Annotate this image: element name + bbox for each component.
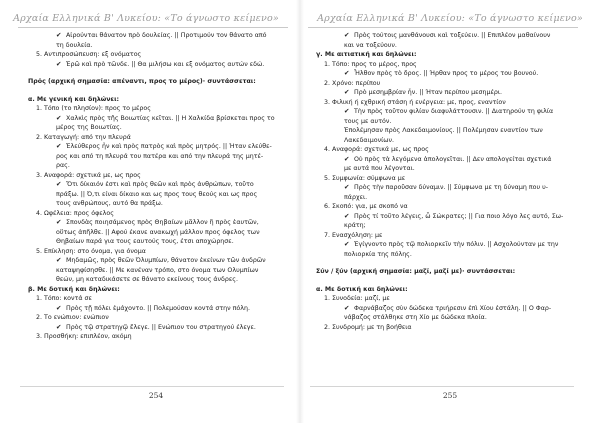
line-text: τη δουλεία.	[56, 41, 93, 49]
header-rule	[308, 27, 578, 28]
line-text: 6. Σκοπό: για, με σκοπό να	[324, 203, 408, 210]
line-text: νάβαζος στάλθηκε στη Χίο με δώδεκα πλοία.	[344, 314, 487, 321]
line-text: γ. Με αιτιατική και δηλώνει:	[316, 51, 417, 58]
text-line	[316, 107, 586, 117]
spacer	[316, 259, 586, 267]
text-line	[28, 171, 286, 181]
text-line	[316, 174, 586, 184]
line-text: 2. Χρόνο: περίπου	[324, 79, 381, 87]
text-line	[316, 304, 586, 314]
checkmark-icon: ✔	[344, 107, 350, 115]
line-text: οὕτως ἀπῆλθε. || Αφού έκανε ανακωχή μάλλον προς όφελος των	[56, 228, 260, 236]
line-text: Χαλκὶς πρὸς τῆς Βοιωτίας κεῖται. || Η Χαλκίδα βρίσκεται προς το	[66, 114, 275, 122]
checkmark-icon: ✔	[56, 180, 62, 188]
text-line	[28, 60, 286, 70]
line-text: τους ανθρώπους, αυτό θα πράξω.	[56, 200, 163, 207]
text-line	[316, 31, 586, 41]
line-text: Πρός (αρχική σημασία: απέναντι, προς το μέρος)· συντάσσεται:	[28, 78, 256, 85]
checkmark-icon: ✔	[344, 31, 350, 39]
checkmark-icon: ✔	[56, 142, 62, 150]
section-heading	[28, 95, 286, 105]
line-text: 7. Ενασχόληση: με	[324, 231, 383, 239]
line-text: β. Με δοτική και δηλώνει:	[28, 285, 120, 293]
line-text: Ἦλθον πρὸς τὸ ὄρος. || Ήρθαν προς το μέρος του βουνού.	[354, 70, 539, 77]
line-text: 4. Αναφορά: σχετικά με, ως προς	[324, 146, 429, 153]
text-line	[316, 69, 586, 79]
text-line	[316, 183, 586, 193]
checkmark-icon: ✔	[56, 303, 62, 312]
line-text: ρος και από τη πλευρά του πατέρα και από την πλευρά της μητέ-	[56, 152, 264, 160]
line-text: α. Με γενική και δηλώνει:	[28, 95, 120, 103]
text-line	[28, 237, 286, 247]
text-line	[28, 199, 286, 209]
text-line	[28, 123, 286, 133]
text-line	[28, 41, 286, 51]
text-line	[28, 31, 286, 41]
line-text: 1. Συνοδεία: μαζί, με	[324, 295, 390, 302]
checkmark-icon: ✔	[344, 88, 350, 96]
right-page-body	[316, 31, 586, 332]
line-text: τους με αυτόν.	[344, 117, 392, 125]
line-text: πάρχει.	[344, 193, 368, 201]
text-line	[28, 114, 286, 124]
line-text: 2. Καταγωγή: από την πλευρά	[36, 133, 131, 141]
line-text: θεών, μη καταδικάσετε σε θάνατο εκείνους τους άνδρες.	[56, 276, 238, 283]
text-line	[316, 117, 586, 127]
line-text: Σπονδὰς ποιησάμενος πρὸς Θηβαίων μᾶλλον ἢ πρὸς ἑαυτῶν,	[66, 219, 259, 226]
checkmark-icon: ✔	[56, 256, 62, 264]
text-line	[316, 60, 586, 70]
text-line	[28, 180, 286, 190]
text-line	[28, 266, 286, 276]
line-text: Πρὸς τῷ στρατηγῷ ἔλεγε. || Ενώπιον του στρατηγού έλεγε.	[66, 323, 256, 331]
section-heading	[316, 285, 586, 295]
text-line	[316, 202, 586, 212]
line-text: 1. Τόπο (το πλησίον): προς το μέρος	[36, 105, 151, 112]
line-text: μέρος της Βοιωτίας.	[56, 124, 122, 131]
text-line	[28, 332, 286, 342]
checkmark-icon: ✔	[56, 322, 62, 331]
book-gutter	[296, 0, 304, 423]
text-line	[28, 133, 286, 143]
text-line	[316, 221, 586, 231]
line-text: Οὐ πρὸς τὰ λεγόμενα ἀπολογεῖται. || Δεν απολογείται σχετικά	[354, 155, 552, 163]
text-line	[316, 126, 586, 136]
text-line	[316, 193, 586, 203]
line-text: καταψηφίσησθε. || Με κανέναν τρόπο, στο όνομα των Ολυμπίων	[56, 266, 259, 274]
line-text: Φαρνάβαζος σὺν δώδεκα τριήρεσιν ἐπὶ Χίου ἐστάλη. || Ο Φαρ-	[354, 304, 552, 312]
text-line	[316, 88, 586, 98]
line-text: 5. Επίκληση: στο όνομα, για όνομα	[36, 247, 146, 255]
line-text: 4. Ωφέλεια: προς όφελος	[36, 209, 114, 217]
checkmark-icon: ✔	[344, 303, 350, 312]
line-text: Λακεδαιμονίων.	[344, 136, 395, 144]
text-line	[28, 142, 286, 152]
text-line	[28, 152, 286, 162]
text-line	[28, 209, 286, 219]
checkmark-icon: ✔	[344, 183, 350, 191]
page-number: 254	[148, 391, 164, 400]
text-line	[28, 275, 286, 285]
text-line	[316, 145, 586, 155]
line-text: Ἐγίγνοντο πρὸς τῷ πολιορκεῖν τὴν πόλιν. || Ασχολούνταν με την	[354, 241, 559, 248]
text-line	[316, 294, 586, 304]
line-text: Ἐρῶ καὶ πρὸ τῶνδε. || Θα μιλήσω και εξ ονόματος αυτών εδώ.	[66, 60, 265, 68]
line-text: ρας.	[56, 162, 70, 169]
right-page	[304, 0, 596, 423]
line-text: Ἐπολέμησαν πρὸς Λακεδαιμονίους. || Πολέμησαν εναντίον των	[344, 127, 543, 134]
line-text: με αυτά που λέγονται.	[344, 165, 415, 172]
text-line	[316, 212, 586, 222]
line-text: 1. Τόπο: προς το μέρος, προς	[324, 60, 417, 68]
line-text: Πρὸ μεσημβρίαν ἦν. || Ήταν περίπου μεσημέρι.	[354, 89, 503, 96]
line-text: και να τοξεύουν.	[344, 41, 397, 49]
text-line	[316, 323, 586, 333]
text-line	[316, 164, 586, 174]
line-text: Πρὸς τί τοῦτο λέγεις, ὦ Σώκρατες; || Για ποιο λόγο λες αυτό, Σω-	[354, 212, 564, 220]
checkmark-icon: ✔	[56, 31, 62, 39]
line-text: Ἐλεύθερος ἦν καὶ πρὸς πατρὸς καὶ πρὸς μητρός. || Ήταν ελεύθε-	[66, 143, 272, 150]
line-text: Πρὸς τούτοις μανθάνουσι καὶ τοξεύειν. || Επιπλέον μαθαίνουν	[354, 32, 551, 39]
page-number: 255	[442, 391, 458, 400]
line-text: 3. Φιλική ή εχθρική στάση ή ενέργεια: με, προς, εναντίον	[324, 98, 506, 106]
line-text: πολιορκία της πόλης.	[344, 250, 412, 258]
footer-rule	[20, 386, 284, 387]
footer-rule	[310, 386, 574, 387]
line-text: Πρὸς τῇ πόλει ἐμάχοντο. || Πολεμούσαν κοντά στην πόλη.	[66, 304, 250, 312]
checkmark-icon: ✔	[344, 240, 350, 248]
section-heading	[28, 77, 286, 87]
text-line	[316, 136, 586, 146]
header-rule	[18, 27, 288, 28]
text-line	[28, 190, 286, 200]
line-text: 2. Συνδρομή: με τη βοήθεια	[324, 323, 412, 331]
text-line	[316, 313, 586, 323]
text-line	[28, 218, 286, 228]
text-line	[316, 250, 586, 260]
line-text: Πρὸς τὴν παροῦσαν δύναμιν. || Σύμφωνα με τη δύναμη που υ-	[354, 184, 549, 191]
text-line	[28, 294, 286, 304]
line-text: πράξω. || Ό,τι είναι δίκαιο και ως προς τους θεούς και ως προς	[56, 190, 258, 198]
running-header: Αρχαία Ελληνικά Β' Λυκείου: «Το άγνωστο κείμενο»	[13, 13, 279, 24]
spacer	[28, 69, 286, 77]
line-text: Θηβαίων παρά για τους εαυτούς τους, έτσι αποχώρησε.	[56, 238, 234, 245]
checkmark-icon: ✔	[56, 113, 62, 122]
checkmark-icon: ✔	[344, 154, 350, 163]
line-text: Αἰρούνται θάνατον πρὸ δουλείας. || Προτιμούν τον θάνατο από	[66, 32, 267, 39]
section-heading	[28, 285, 286, 295]
line-text: Σύν / ξύν (αρχική σημασία: μαζί, μαζί με)· συντάσσεται:	[316, 268, 516, 275]
line-text: 3. Προσθήκη: επιπλέον, ακόμη	[36, 333, 132, 340]
text-line	[28, 323, 286, 333]
checkmark-icon: ✔	[56, 218, 62, 226]
text-line	[316, 240, 586, 250]
line-text: κράτη;	[344, 222, 366, 229]
text-line	[316, 41, 586, 51]
text-line	[28, 50, 286, 60]
text-line	[28, 161, 286, 171]
spacer	[28, 87, 286, 95]
text-line	[28, 256, 286, 266]
spacer	[316, 277, 586, 285]
line-text: 2. Το ενώπιον: ενώπιον	[36, 314, 109, 321]
section-heading	[316, 50, 586, 60]
left-page	[0, 0, 292, 423]
line-text: Τὴν πρὸς τοῦτον φιλίαν διαφυλάττουσιν. || Διατηρούν τη φιλία	[354, 108, 554, 115]
text-line	[28, 313, 286, 323]
line-text: 5. Συμφωνία: σύμφωνα με	[324, 174, 406, 182]
line-text: 5. Αντιπροσώπευση: εξ ονόματος	[36, 51, 142, 58]
text-line	[28, 228, 286, 238]
text-line	[28, 104, 286, 114]
line-text: 1. Τόπο: κοντά σε	[36, 295, 92, 302]
line-text: Μηδαμῶς, πρὸς θεῶν Ὀλυμπίων, θάνατον ἐκείνων τῶν ἀνδρῶν	[66, 257, 266, 264]
checkmark-icon: ✔	[344, 69, 350, 77]
checkmark-icon: ✔	[344, 211, 350, 220]
text-line	[316, 98, 586, 108]
text-line	[28, 247, 286, 257]
line-text: α. Με δοτική και δηλώνει:	[316, 285, 408, 293]
text-line	[28, 304, 286, 314]
line-text: Ὅτι δίκαιόν ἐστι καὶ πρὸς θεῶν καὶ πρὸς ἀνθρώπων, τοῦτο	[66, 181, 254, 188]
line-text: 3. Αναφορά: σχετικά με, ως προς	[36, 171, 141, 179]
checkmark-icon: ✔	[56, 59, 62, 68]
running-header: Αρχαία Ελληνικά Β' Λυκείου: «Το άγνωστο κείμενο»	[317, 13, 583, 24]
text-line	[316, 79, 586, 89]
left-page-body	[28, 31, 286, 342]
text-line	[316, 155, 586, 165]
text-line	[316, 231, 586, 241]
section-heading	[316, 267, 586, 277]
